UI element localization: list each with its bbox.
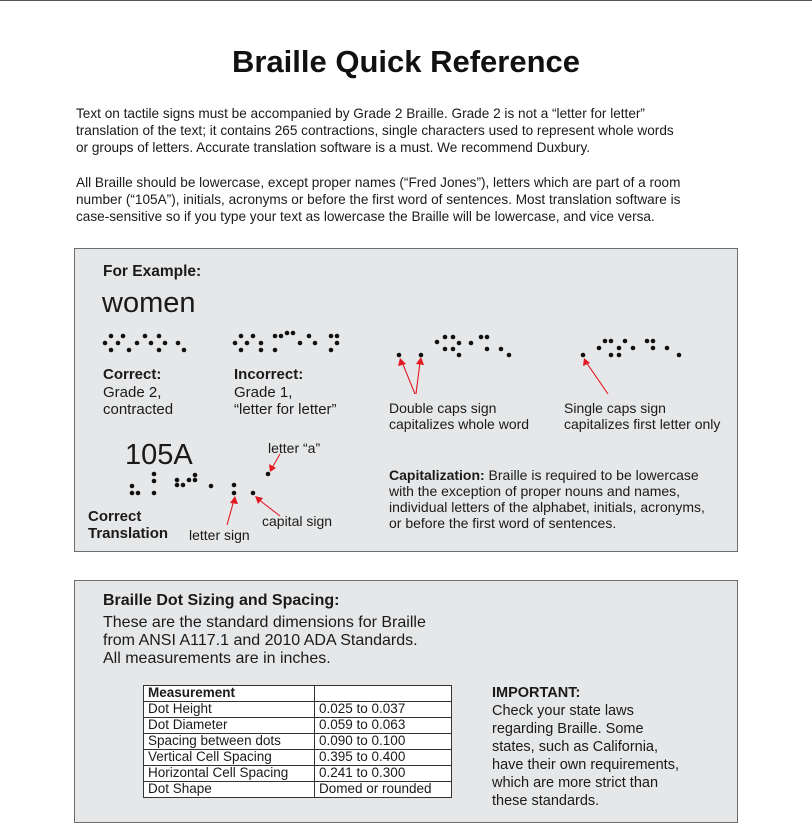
sizing-desc-line: These are the standard dimensions for Braille — [103, 614, 426, 631]
intro-p1-line: or groups of letters. Accurate translation software is a must. We recommend Duxbury. — [76, 140, 591, 155]
room-number: 105A — [125, 439, 193, 471]
capitalization-line: or before the first word of sentences. — [389, 515, 617, 531]
single-caps-line: capitalizes first letter only — [564, 416, 721, 432]
page-title: Braille Quick Reference — [231, 44, 581, 79]
correct-translation-line: Translation — [88, 525, 169, 542]
letter-sign-label: letter sign — [189, 527, 250, 543]
table-header-row — [144, 686, 452, 702]
intro-p1-line: Text on tactile signs must be accompanied by Grade 2 Braille. Grade 2 is not a “letter for letter” — [76, 106, 645, 121]
important-note — [492, 684, 679, 810]
measurement-name-cell: Dot Diameter — [144, 718, 315, 734]
measurement-name-cell: Spacing between dots — [144, 734, 315, 750]
important-line: have their own requirements, — [492, 757, 679, 773]
measurement-value-cell: 0.090 to 0.100 — [315, 734, 452, 750]
example-word: women — [102, 287, 196, 319]
measurement-name-cell: Dot Shape — [144, 782, 315, 798]
sizing-desc-line: from ANSI A117.1 and 2010 ADA Standards. — [103, 632, 418, 649]
capitalization-line: Braille is required to be lowercase — [484, 467, 699, 483]
capital-sign-label: capital sign — [262, 513, 333, 529]
important-line: regarding Braille. Some — [492, 721, 644, 737]
correct-label — [103, 366, 173, 419]
table-row — [144, 734, 452, 750]
single-caps-line: Single caps sign — [564, 400, 666, 416]
table-row — [144, 750, 452, 766]
measurement-value-cell: 0.059 to 0.063 — [315, 718, 452, 734]
measurement-value-cell: Domed or rounded — [315, 782, 452, 798]
correct-line: contracted — [103, 401, 174, 418]
incorrect-line: Grade 1, — [234, 383, 293, 401]
example-box — [74, 248, 738, 552]
sizing-box — [74, 580, 738, 823]
arrow-letter-sign-icon — [227, 496, 238, 525]
arrow-double-caps-2-icon — [416, 357, 424, 394]
double-caps-line: Double caps sign — [389, 400, 497, 416]
double-caps-line: capitalizes whole word — [389, 416, 530, 432]
arrow-single-caps-icon — [583, 358, 608, 394]
measurement-name-cell: Dot Height — [144, 702, 315, 718]
sizing-desc-line: All measurements are in inches. — [103, 650, 331, 667]
incorrect-label — [234, 366, 337, 419]
example-heading: For Example: — [103, 263, 202, 280]
capitalization-line: with the exception of proper nouns and names, — [389, 483, 681, 499]
measurement-name-cell: Horizontal Cell Spacing — [144, 766, 315, 782]
measurement-value-cell: 0.395 to 0.400 — [315, 750, 452, 766]
intro-p1-line: translation of the text; it contains 265 contractions, single characters used to represent whole words — [76, 123, 674, 138]
table-body — [144, 702, 452, 798]
correct-line: Grade 2, — [103, 383, 162, 401]
correct-title: Correct: — [103, 366, 162, 383]
intro-paragraph-1 — [76, 105, 748, 156]
top-rule — [0, 0, 812, 1]
important-line: which are more strict than — [492, 775, 659, 791]
important-line: these standards. — [492, 793, 600, 809]
sizing-heading: Braille Dot Sizing and Spacing: — [103, 592, 340, 609]
arrow-double-caps-1-icon — [398, 358, 415, 394]
capitalization-line: individual letters of the alphabet, initials, acronyms, — [389, 499, 705, 515]
table-row — [144, 718, 452, 734]
capitalization-note — [389, 467, 705, 531]
measurements-table — [143, 685, 452, 798]
correct-translation-label — [88, 508, 168, 542]
intro-p2-line: number (“105A”), initials, acronyms or before the first word of sentences. Most translation software is — [76, 192, 681, 207]
table-header-cell: Measurement — [144, 686, 315, 702]
incorrect-title: Incorrect: — [234, 366, 304, 383]
important-title: IMPORTANT: — [492, 685, 581, 701]
intro-paragraph-2 — [76, 174, 748, 225]
table-header-cell — [315, 686, 452, 702]
measurement-name-cell: Vertical Cell Spacing — [144, 750, 315, 766]
table-row — [144, 702, 452, 718]
intro-p2-line: All Braille should be lowercase, except proper names (“Fred Jones”), letters which are part of a room — [76, 175, 681, 190]
measurement-value-cell: 0.025 to 0.037 — [315, 702, 452, 718]
single-caps-caption — [564, 400, 720, 432]
intro-p2-line: case-sensitive so if you type your text as lowercase the Braille will be lowercase, and vice versa. — [76, 209, 655, 224]
important-line: states, such as California, — [492, 739, 659, 755]
double-caps-caption — [389, 400, 529, 432]
measurement-value-cell: 0.241 to 0.300 — [315, 766, 452, 782]
capitalization-title: Capitalization: — [389, 467, 485, 483]
sizing-description — [103, 614, 426, 668]
incorrect-line: “letter for letter” — [234, 401, 337, 418]
arrow-letter-a-icon — [269, 454, 280, 472]
table-row — [144, 782, 452, 798]
table-row — [144, 766, 452, 782]
letter-a-label: letter “a” — [268, 440, 321, 456]
important-line: Check your state laws — [492, 703, 634, 719]
correct-translation-line: Correct — [88, 508, 142, 525]
